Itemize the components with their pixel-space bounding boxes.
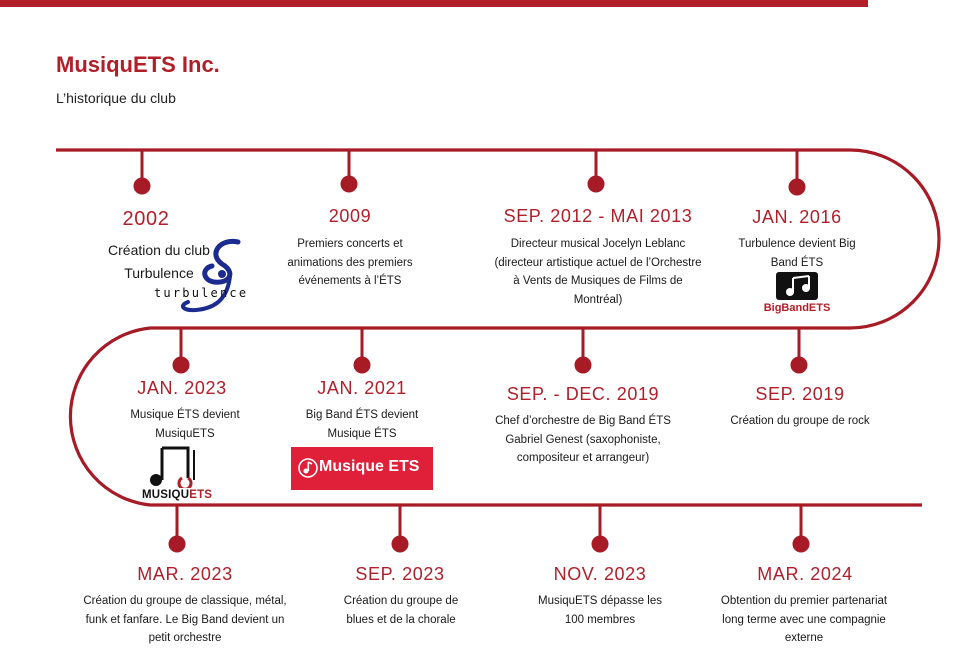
timeline-dot (355, 358, 369, 372)
event-description: Directeur musical Jocelyn Leblanc (directeur artistique actuel de l’Orchestre à Vents de Musiques de Films de Montréal) (494, 238, 702, 306)
event-description: Turbulence devient Big Band ÉTS (738, 238, 856, 269)
timeline-dot (593, 537, 607, 551)
timeline-dot (170, 537, 184, 551)
treble-clef-icon (150, 236, 272, 314)
event-date: 2002 (122, 208, 170, 230)
event-date: MAR. 2024 (757, 564, 853, 584)
musique-ets-logo-text: Musique ETS (319, 458, 420, 475)
event-date: SEP. - DEC. 2019 (506, 384, 660, 404)
event-date: SEP. 2019 (755, 384, 845, 404)
event-description: Création du club Turbulence (108, 242, 210, 281)
event-date: JAN. 2023 (137, 378, 227, 398)
big-band-ets-logo (762, 270, 832, 318)
musique-ets-logo (291, 447, 433, 490)
event-description: Obtention du premier partenariat long terme avec une compagnie externe (720, 595, 888, 644)
event-description: Musique ÉTS devient MusiquETS (130, 409, 240, 440)
music-notes-icon (762, 270, 832, 304)
timeline-dot (135, 179, 149, 193)
music-note-icon (138, 442, 218, 488)
event-description: Création du groupe de rock (730, 415, 870, 427)
event-date: JAN. 2021 (317, 378, 407, 398)
event-description: Chef d’orchestre de Big Band ÉTS Gabriel Genest (saxophoniste, compositeur et arrangeur) (495, 415, 671, 464)
timeline-dot (342, 177, 356, 191)
turbulence-logo (150, 236, 272, 314)
event-description: MusiquETS dépasse les 100 membres (537, 595, 662, 626)
event-description: Big Band ÉTS devient Musique ÉTS (305, 409, 419, 440)
timeline-dot (174, 358, 188, 372)
musiquets-logo (138, 442, 218, 504)
timeline-dot (794, 537, 808, 551)
event-date: SEP. 2023 (355, 564, 445, 584)
event-description: Création du groupe de blues et de la chorale (343, 595, 459, 626)
timeline-dot (790, 180, 804, 194)
timeline-dot (792, 358, 806, 372)
page-subtitle: L’historique du club (56, 90, 176, 106)
event-date: 2009 (328, 206, 372, 226)
timeline-dot (393, 537, 407, 551)
music-note-circle-icon (297, 457, 319, 479)
event-description: Création du groupe de classique, métal, funk et fanfare. Le Big Band devient un petit orchestre (83, 595, 287, 644)
event-date: MAR. 2023 (137, 564, 233, 584)
turbulence-logo-text: turbulence (154, 286, 249, 300)
event-date: JAN. 2016 (752, 207, 842, 227)
musiquets-logo-text: MUSIQU (142, 489, 190, 501)
big-band-ets-logo-text: BigBandETS (763, 302, 831, 314)
event-description: Premiers concerts et animations des premiers événements à l’ÉTS (287, 238, 413, 287)
event-date: SEP. 2012 - MAI 2013 (503, 206, 693, 226)
musiquets-logo-accent: ETS (189, 489, 213, 501)
page-title: MusiquETS Inc. (56, 52, 220, 77)
timeline-dot (589, 177, 603, 191)
event-date: NOV. 2023 (553, 564, 647, 584)
timeline-dot (576, 358, 590, 372)
